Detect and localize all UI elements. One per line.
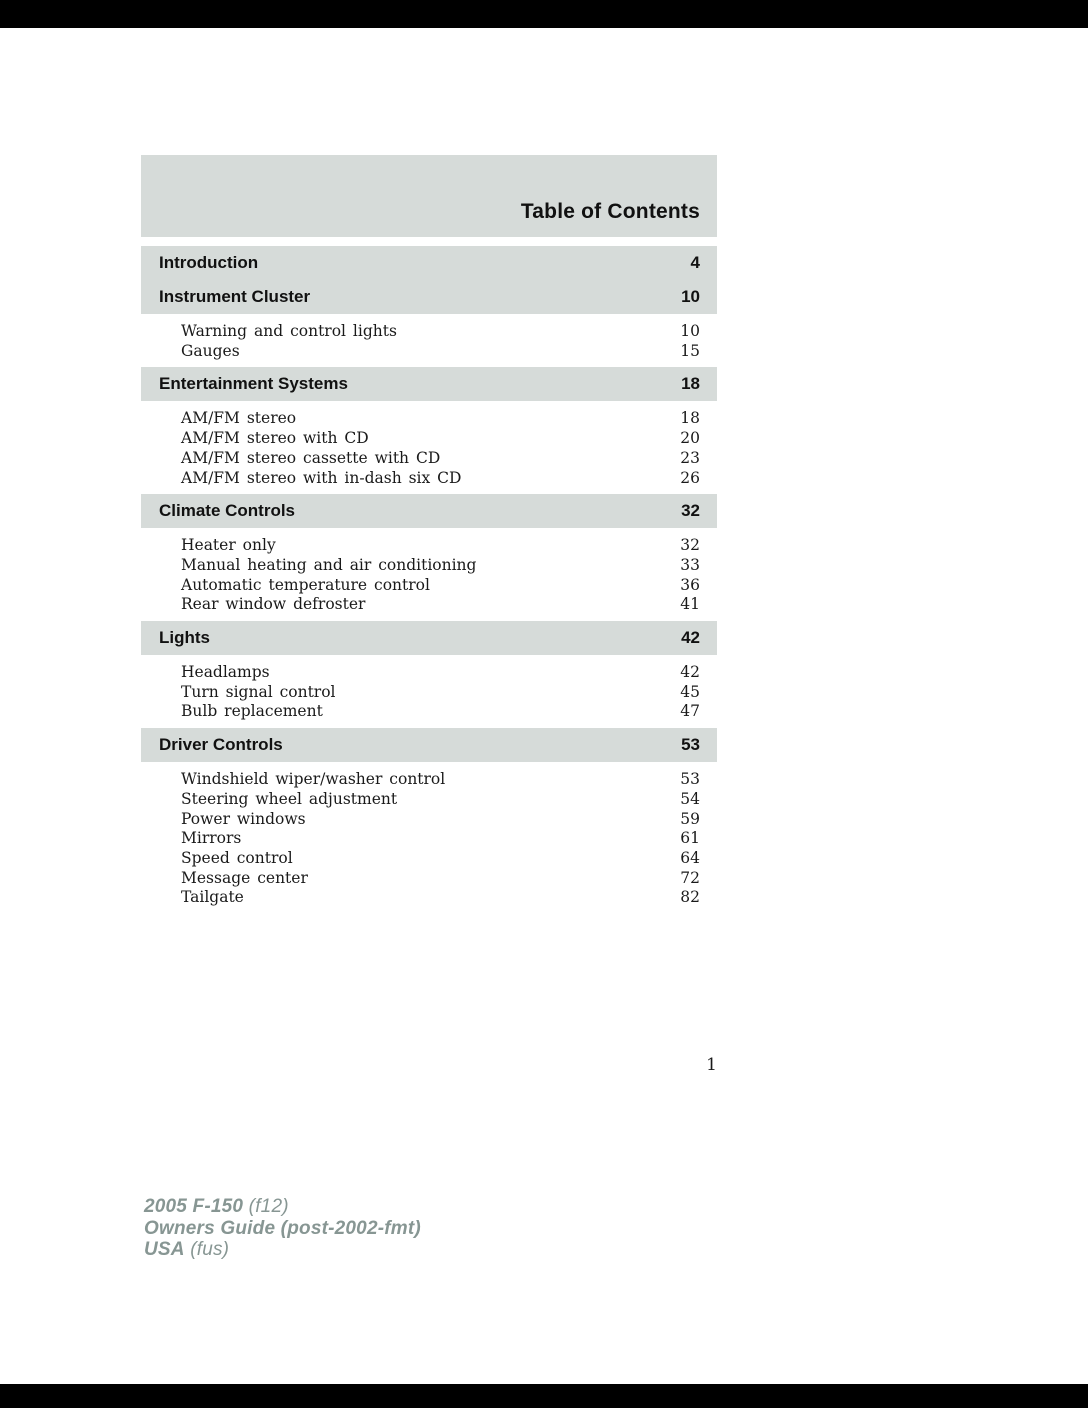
toc-entry-label: Speed control bbox=[181, 848, 293, 867]
toc-entry-label: Rear window defroster bbox=[181, 595, 366, 614]
toc-entry-page: 18 bbox=[680, 409, 700, 428]
toc-entry bbox=[181, 576, 700, 596]
toc-subsection-list bbox=[141, 401, 717, 494]
toc-section-page: 53 bbox=[681, 735, 700, 755]
toc-entry-page: 20 bbox=[680, 429, 700, 448]
toc-section-row bbox=[141, 246, 717, 280]
toc-entry-label: Warning and control lights bbox=[181, 322, 397, 340]
toc-entry bbox=[181, 556, 700, 576]
toc-entry bbox=[181, 849, 700, 869]
toc-entry-label: Windshield wiper/washer control bbox=[181, 770, 446, 789]
toc-entry-page: 72 bbox=[680, 868, 700, 887]
toc-entry-page: 47 bbox=[680, 702, 700, 721]
toc-entry-label: Steering wheel adjustment bbox=[181, 789, 398, 808]
toc-entry bbox=[181, 829, 700, 849]
toc-entry-page: 15 bbox=[680, 341, 700, 360]
toc-entry-label: Message center bbox=[181, 868, 308, 887]
toc-entry-label: AM/FM stereo bbox=[181, 409, 297, 428]
toc-entry bbox=[181, 322, 700, 342]
toc-section-page: 18 bbox=[681, 374, 700, 394]
toc-entry bbox=[181, 595, 700, 615]
toc-section-row bbox=[141, 621, 717, 655]
page-number: 1 bbox=[706, 1055, 717, 1075]
footer-line: 2005 F-150 (f12) bbox=[144, 1196, 289, 1217]
toc-section-page: 10 bbox=[681, 287, 700, 306]
toc-entry-page: 53 bbox=[680, 770, 700, 789]
toc-entry-page: 26 bbox=[680, 468, 700, 487]
toc-section-label: Climate Controls bbox=[159, 501, 296, 521]
toc-section-row bbox=[141, 280, 717, 314]
toc-entry bbox=[181, 702, 700, 722]
toc-entry-page: 59 bbox=[680, 809, 700, 828]
toc-entry-page: 82 bbox=[680, 888, 700, 907]
toc-entry bbox=[181, 790, 700, 810]
toc-subsection-list bbox=[141, 314, 717, 367]
toc-sections bbox=[141, 246, 717, 914]
footer-line: Owners Guide (post-2002-fmt) bbox=[144, 1217, 421, 1239]
scan-edge-bar-bottom bbox=[0, 1384, 1088, 1408]
toc-entry-page: 10 bbox=[680, 322, 700, 340]
toc-entry-label: Gauges bbox=[181, 341, 240, 360]
toc-entry-label: Bulb replacement bbox=[181, 702, 323, 721]
toc-entry-label: Automatic temperature control bbox=[181, 575, 430, 594]
toc-entry-label: AM/FM stereo cassette with CD bbox=[181, 448, 441, 467]
toc-entry bbox=[181, 469, 700, 489]
toc-entry-page: 33 bbox=[680, 555, 700, 574]
toc-section-page: 42 bbox=[681, 628, 700, 648]
toc-header-box bbox=[141, 155, 717, 237]
toc-section-page: 32 bbox=[681, 501, 700, 521]
toc-entry bbox=[181, 663, 700, 683]
toc-entry bbox=[181, 409, 700, 429]
toc-entry-label: Mirrors bbox=[181, 829, 242, 848]
toc-entry-label: AM/FM stereo with in-dash six CD bbox=[181, 468, 462, 487]
toc-entry-page: 54 bbox=[680, 789, 700, 808]
toc-entry-page: 41 bbox=[680, 595, 700, 614]
toc-entry bbox=[181, 869, 700, 889]
toc-subsection-list bbox=[141, 762, 717, 914]
toc-entry-label: Power windows bbox=[181, 809, 306, 828]
toc-content bbox=[141, 155, 717, 914]
toc-entry bbox=[181, 770, 700, 790]
toc-section-label: Instrument Cluster bbox=[159, 287, 311, 306]
toc-section-label: Lights bbox=[159, 628, 210, 648]
toc-section-label: Introduction bbox=[159, 253, 259, 272]
toc-entry bbox=[181, 683, 700, 703]
toc-section-page: 4 bbox=[690, 253, 700, 272]
toc-entry-page: 36 bbox=[680, 575, 700, 594]
toc-entry-label: Headlamps bbox=[181, 663, 270, 682]
footer-line: USA (fus) bbox=[144, 1239, 230, 1260]
toc-entry-page: 32 bbox=[680, 536, 700, 555]
toc-entry bbox=[181, 449, 700, 469]
toc-section-row bbox=[141, 728, 717, 762]
footer-publication-info bbox=[144, 1196, 421, 1261]
toc-entry-label: Tailgate bbox=[181, 888, 244, 907]
toc-section-row bbox=[141, 494, 717, 528]
toc-entry bbox=[181, 536, 700, 556]
toc-entry-label: Turn signal control bbox=[181, 682, 336, 701]
toc-entry bbox=[181, 810, 700, 830]
toc-entry-page: 61 bbox=[680, 829, 700, 848]
toc-entry-label: Manual heating and air conditioning bbox=[181, 555, 477, 574]
scan-edge-bar-top bbox=[0, 0, 1088, 28]
page-title: Table of Contents bbox=[520, 200, 700, 223]
toc-entry-page: 23 bbox=[680, 448, 700, 467]
toc-section-row bbox=[141, 367, 717, 401]
toc-entry-page: 45 bbox=[680, 682, 700, 701]
toc-section-label: Driver Controls bbox=[159, 735, 283, 755]
toc-entry bbox=[181, 888, 700, 908]
toc-subsection-list bbox=[141, 528, 717, 621]
toc-entry bbox=[181, 429, 700, 449]
toc-entry-label: AM/FM stereo with CD bbox=[181, 429, 369, 448]
toc-entry-page: 64 bbox=[680, 848, 700, 867]
toc-entry-label: Heater only bbox=[181, 536, 276, 555]
toc-entry-page: 42 bbox=[680, 663, 700, 682]
toc-entry bbox=[181, 342, 700, 362]
toc-section-label: Entertainment Systems bbox=[159, 374, 348, 394]
toc-subsection-list bbox=[141, 655, 717, 728]
